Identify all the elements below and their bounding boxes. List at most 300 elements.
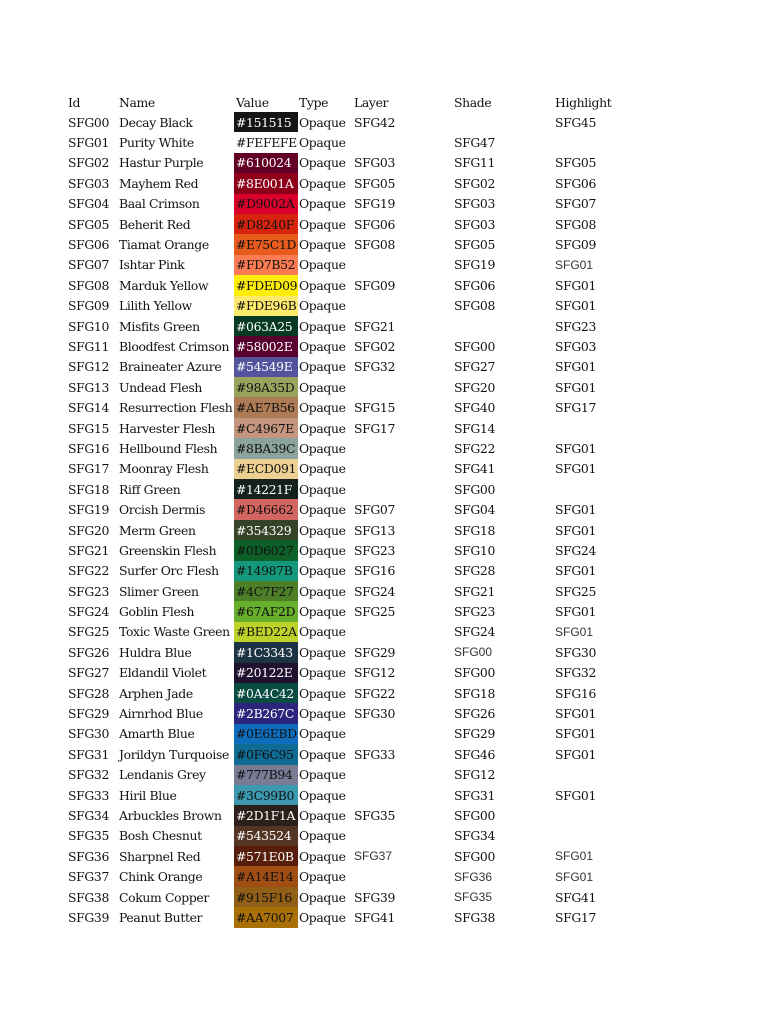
- row-shade: SFG34: [454, 828, 496, 844]
- row-id: SFG06: [68, 237, 110, 253]
- row-layer: SFG05: [354, 175, 396, 191]
- table-row: [66, 377, 626, 397]
- table-row: [66, 765, 626, 785]
- row-layer: SFG33: [354, 746, 396, 762]
- row-highlight: SFG08: [555, 216, 597, 232]
- row-value-swatch: #BED22A: [234, 622, 298, 642]
- row-highlight: SFG01: [555, 379, 597, 395]
- row-name: Huldra Blue: [119, 644, 192, 660]
- row-highlight: SFG01: [555, 277, 597, 293]
- row-highlight: SFG01: [555, 869, 594, 884]
- table-row: [66, 112, 626, 132]
- row-value-swatch: #AA7007: [234, 907, 298, 927]
- row-type: Opaque: [299, 114, 346, 130]
- row-type: Opaque: [299, 481, 346, 497]
- table-row: [66, 561, 626, 581]
- row-highlight: SFG07: [555, 196, 597, 212]
- header-row: [66, 92, 626, 112]
- row-type: Opaque: [299, 624, 346, 640]
- row-type: Opaque: [299, 869, 346, 885]
- row-id: SFG15: [68, 420, 110, 436]
- row-name: Resurrection Flesh: [119, 400, 233, 416]
- row-layer: SFG19: [354, 196, 396, 212]
- table-row: [66, 438, 626, 458]
- row-id: SFG02: [68, 155, 110, 171]
- row-highlight: SFG01: [555, 502, 597, 518]
- table-body: [66, 112, 626, 928]
- row-name: Airnrhod Blue: [119, 706, 203, 722]
- row-highlight: SFG01: [555, 604, 597, 620]
- table-row: [66, 581, 626, 601]
- row-value-swatch: #A14E14: [234, 866, 298, 886]
- row-type: Opaque: [299, 440, 346, 456]
- header-layer: Layer: [354, 94, 389, 110]
- row-name: Beherit Red: [119, 216, 191, 232]
- row-type: Opaque: [299, 196, 346, 212]
- row-highlight: SFG17: [555, 909, 597, 925]
- row-layer: SFG39: [354, 889, 396, 905]
- row-value-swatch: #543524: [234, 826, 298, 846]
- row-id: SFG33: [68, 787, 110, 803]
- table-row: [66, 601, 626, 621]
- table-row: [66, 255, 626, 275]
- row-value-swatch: #54549E: [234, 357, 298, 377]
- row-layer: SFG29: [354, 644, 396, 660]
- row-shade: SFG41: [454, 461, 496, 477]
- row-highlight: SFG01: [555, 624, 594, 639]
- row-shade: SFG04: [454, 502, 496, 518]
- row-id: SFG25: [68, 624, 110, 640]
- color-table: [66, 92, 626, 928]
- row-layer: SFG22: [354, 685, 396, 701]
- row-type: Opaque: [299, 257, 346, 273]
- row-type: Opaque: [299, 706, 346, 722]
- row-id: SFG38: [68, 889, 110, 905]
- row-type: Opaque: [299, 277, 346, 293]
- row-shade: SFG03: [454, 196, 496, 212]
- row-name: Bosh Chesnut: [119, 828, 202, 844]
- row-shade: SFG00: [454, 338, 496, 354]
- row-name: Braineater Azure: [119, 359, 222, 375]
- row-name: Marduk Yellow: [119, 277, 209, 293]
- table-row: [66, 785, 626, 805]
- row-value-swatch: #14987B: [234, 561, 298, 581]
- row-type: Opaque: [299, 379, 346, 395]
- row-highlight: SFG16: [555, 685, 597, 701]
- row-layer: SFG08: [354, 237, 396, 253]
- row-type: Opaque: [299, 175, 346, 191]
- row-type: Opaque: [299, 420, 346, 436]
- row-highlight: SFG01: [555, 257, 594, 272]
- row-id: SFG21: [68, 542, 110, 558]
- row-layer: SFG13: [354, 522, 396, 538]
- row-name: Hastur Purple: [119, 155, 204, 171]
- row-shade: SFG00: [454, 848, 496, 864]
- row-id: SFG27: [68, 665, 110, 681]
- row-shade: SFG14: [454, 420, 496, 436]
- row-type: Opaque: [299, 522, 346, 538]
- row-value-swatch: #D9002A: [234, 194, 298, 214]
- table-row: [66, 907, 626, 927]
- row-type: Opaque: [299, 848, 346, 864]
- row-highlight: SFG32: [555, 665, 597, 681]
- row-id: SFG18: [68, 481, 110, 497]
- row-id: SFG20: [68, 522, 110, 538]
- row-value-swatch: #2D1F1A: [234, 805, 298, 825]
- row-shade: SFG10: [454, 542, 496, 558]
- row-shade: SFG26: [454, 706, 496, 722]
- table-row: [66, 887, 626, 907]
- row-shade: SFG06: [454, 277, 496, 293]
- row-id: SFG24: [68, 604, 110, 620]
- row-highlight: SFG01: [555, 522, 597, 538]
- row-shade: SFG00: [454, 645, 493, 660]
- row-layer: SFG02: [354, 338, 396, 354]
- table-row: [66, 866, 626, 886]
- row-id: SFG16: [68, 440, 110, 456]
- row-id: SFG12: [68, 359, 110, 375]
- row-type: Opaque: [299, 889, 346, 905]
- row-type: Opaque: [299, 155, 346, 171]
- row-name: Bloodfest Crimson: [119, 338, 230, 354]
- row-shade: SFG29: [454, 726, 496, 742]
- row-shade: SFG22: [454, 440, 496, 456]
- table-row: [66, 846, 626, 866]
- table-row: [66, 459, 626, 479]
- row-highlight: SFG05: [555, 155, 597, 171]
- row-shade: SFG20: [454, 379, 496, 395]
- row-shade: SFG27: [454, 359, 496, 375]
- row-layer: SFG37: [354, 849, 393, 864]
- row-layer: SFG24: [354, 583, 396, 599]
- row-type: Opaque: [299, 787, 346, 803]
- row-type: Opaque: [299, 665, 346, 681]
- row-layer: SFG16: [354, 563, 396, 579]
- row-name: Lendanis Grey: [119, 767, 206, 783]
- row-value-swatch: #0D6027: [234, 540, 298, 560]
- row-name: Slimer Green: [119, 583, 199, 599]
- row-shade: SFG00: [454, 807, 496, 823]
- row-type: Opaque: [299, 909, 346, 925]
- table-row: [66, 336, 626, 356]
- row-id: SFG04: [68, 196, 110, 212]
- row-name: Sharpnel Red: [119, 848, 201, 864]
- table-row: [66, 275, 626, 295]
- table-row: [66, 703, 626, 723]
- row-value-swatch: #E75C1D: [234, 234, 298, 254]
- table-row: [66, 173, 626, 193]
- row-highlight: SFG01: [555, 746, 597, 762]
- row-value-swatch: #354329: [234, 520, 298, 540]
- row-type: Opaque: [299, 767, 346, 783]
- row-name: Cokum Copper: [119, 889, 209, 905]
- row-id: SFG39: [68, 909, 110, 925]
- row-name: Peanut Butter: [119, 909, 203, 925]
- table-row: [66, 214, 626, 234]
- row-highlight: SFG01: [555, 706, 597, 722]
- row-id: SFG08: [68, 277, 110, 293]
- row-name: Mayhem Red: [119, 175, 199, 191]
- row-highlight: SFG30: [555, 644, 597, 660]
- table-row: [66, 153, 626, 173]
- row-type: Opaque: [299, 828, 346, 844]
- row-highlight: SFG45: [555, 114, 597, 130]
- row-shade: SFG19: [454, 257, 496, 273]
- row-highlight: SFG01: [555, 787, 597, 803]
- table-row: [66, 194, 626, 214]
- row-name: Decay Black: [119, 114, 193, 130]
- row-type: Opaque: [299, 461, 346, 477]
- row-type: Opaque: [299, 807, 346, 823]
- row-value-swatch: #67AF2D: [234, 601, 298, 621]
- row-id: SFG07: [68, 257, 110, 273]
- row-value-swatch: #AE7B56: [234, 397, 298, 417]
- row-value-swatch: #0F6C95: [234, 744, 298, 764]
- table-row: [66, 479, 626, 499]
- row-layer: SFG25: [354, 604, 396, 620]
- row-shade: SFG00: [454, 665, 496, 681]
- row-highlight: SFG01: [555, 726, 597, 742]
- row-type: Opaque: [299, 726, 346, 742]
- row-type: Opaque: [299, 400, 346, 416]
- row-shade: SFG47: [454, 135, 496, 151]
- row-value-swatch: #610024: [234, 153, 298, 173]
- row-name: Hiril Blue: [119, 787, 177, 803]
- row-highlight: SFG01: [555, 849, 594, 864]
- row-value-swatch: #FDED09: [234, 275, 298, 295]
- row-shade: SFG28: [454, 563, 496, 579]
- row-name: Amarth Blue: [119, 726, 195, 742]
- row-type: Opaque: [299, 237, 346, 253]
- row-highlight: SFG09: [555, 237, 597, 253]
- row-id: SFG14: [68, 400, 110, 416]
- row-value-swatch: #777B94: [234, 765, 298, 785]
- header-name: Name: [119, 94, 155, 110]
- row-name: Hellbound Flesh: [119, 440, 218, 456]
- row-id: SFG22: [68, 563, 110, 579]
- row-type: Opaque: [299, 746, 346, 762]
- row-type: Opaque: [299, 604, 346, 620]
- row-shade: SFG03: [454, 216, 496, 232]
- row-layer: SFG06: [354, 216, 396, 232]
- row-shade: SFG18: [454, 685, 496, 701]
- header-type: Type: [299, 94, 329, 110]
- table-row: [66, 234, 626, 254]
- row-value-swatch: #0A4C42: [234, 683, 298, 703]
- row-id: SFG10: [68, 318, 110, 334]
- row-type: Opaque: [299, 583, 346, 599]
- row-id: SFG19: [68, 502, 110, 518]
- row-shade: SFG00: [454, 481, 496, 497]
- row-shade: SFG11: [454, 155, 496, 171]
- row-name: Surfer Orc Flesh: [119, 563, 219, 579]
- row-highlight: SFG24: [555, 542, 597, 558]
- row-id: SFG05: [68, 216, 110, 232]
- row-layer: SFG42: [354, 114, 396, 130]
- row-value-swatch: #1C3343: [234, 642, 298, 662]
- row-layer: SFG15: [354, 400, 396, 416]
- header-value: Value: [236, 94, 269, 110]
- row-value-swatch: #58002E: [234, 336, 298, 356]
- row-shade: SFG12: [454, 767, 496, 783]
- row-name: Orcish Dermis: [119, 502, 205, 518]
- row-value-swatch: #151515: [234, 112, 298, 132]
- table-row: [66, 418, 626, 438]
- row-id: SFG37: [68, 869, 110, 885]
- row-shade: SFG40: [454, 400, 496, 416]
- row-value-swatch: #0E6EBD: [234, 724, 298, 744]
- row-highlight: SFG17: [555, 400, 597, 416]
- row-name: Harvester Flesh: [119, 420, 215, 436]
- row-layer: SFG09: [354, 277, 396, 293]
- row-value-swatch: #FD7B52: [234, 255, 298, 275]
- row-value-swatch: #8E001A: [234, 173, 298, 193]
- row-layer: SFG21: [354, 318, 396, 334]
- table-row: [66, 397, 626, 417]
- row-layer: SFG30: [354, 706, 396, 722]
- row-id: SFG35: [68, 828, 110, 844]
- row-name: Arbuckles Brown: [119, 807, 222, 823]
- table-row: [66, 663, 626, 683]
- row-highlight: SFG01: [555, 440, 597, 456]
- row-name: Greenskin Flesh: [119, 542, 217, 558]
- table-row: [66, 622, 626, 642]
- row-name: Goblin Flesh: [119, 604, 195, 620]
- row-name: Tiamat Orange: [119, 237, 209, 253]
- row-highlight: SFG01: [555, 359, 597, 375]
- row-type: Opaque: [299, 338, 346, 354]
- row-layer: SFG17: [354, 420, 396, 436]
- row-value-swatch: #063A25: [234, 316, 298, 336]
- table-row: [66, 826, 626, 846]
- row-value-swatch: #C4967E: [234, 418, 298, 438]
- row-layer: SFG03: [354, 155, 396, 171]
- table-row: [66, 642, 626, 662]
- row-highlight: SFG41: [555, 889, 597, 905]
- row-name: Misfits Green: [119, 318, 200, 334]
- row-id: SFG11: [68, 338, 110, 354]
- row-value-swatch: #3C99B0: [234, 785, 298, 805]
- table-row: [66, 499, 626, 519]
- row-value-swatch: #14221F: [234, 479, 298, 499]
- row-layer: SFG35: [354, 807, 396, 823]
- table-row: [66, 316, 626, 336]
- row-value-swatch: #4C7F27: [234, 581, 298, 601]
- row-value-swatch: #D8240F: [234, 214, 298, 234]
- table-row: [66, 744, 626, 764]
- row-value-swatch: #FEFEFE: [234, 132, 298, 152]
- row-layer: SFG32: [354, 359, 396, 375]
- row-id: SFG26: [68, 644, 110, 660]
- table-row: [66, 724, 626, 744]
- row-type: Opaque: [299, 359, 346, 375]
- row-value-swatch: #2B267C: [234, 703, 298, 723]
- row-value-swatch: #915F16: [234, 887, 298, 907]
- row-name: Eldandil Violet: [119, 665, 207, 681]
- row-name: Arphen Jade: [119, 685, 193, 701]
- row-value-swatch: #20122E: [234, 663, 298, 683]
- row-layer: SFG23: [354, 542, 396, 558]
- row-id: SFG00: [68, 114, 110, 130]
- table-row: [66, 540, 626, 560]
- row-shade: SFG31: [454, 787, 496, 803]
- row-layer: SFG41: [354, 909, 396, 925]
- row-type: Opaque: [299, 685, 346, 701]
- row-type: Opaque: [299, 318, 346, 334]
- row-type: Opaque: [299, 644, 346, 660]
- table-row: [66, 520, 626, 540]
- header-id: Id: [68, 94, 81, 110]
- row-highlight: SFG03: [555, 338, 597, 354]
- row-shade: SFG36: [454, 869, 493, 884]
- row-id: SFG30: [68, 726, 110, 742]
- table-row: [66, 683, 626, 703]
- row-name: Moonray Flesh: [119, 461, 209, 477]
- row-name: Jorildyn Turquoise: [119, 746, 230, 762]
- table-row: [66, 132, 626, 152]
- row-shade: SFG46: [454, 746, 496, 762]
- row-id: SFG28: [68, 685, 110, 701]
- row-shade: SFG18: [454, 522, 496, 538]
- row-shade: SFG35: [454, 890, 493, 905]
- row-value-swatch: #571E0B: [234, 846, 298, 866]
- row-value-swatch: #FDE96B: [234, 296, 298, 316]
- row-id: SFG03: [68, 175, 110, 191]
- row-highlight: SFG01: [555, 298, 597, 314]
- row-shade: SFG08: [454, 298, 496, 314]
- row-shade: SFG24: [454, 624, 496, 640]
- row-type: Opaque: [299, 298, 346, 314]
- row-highlight: SFG23: [555, 318, 597, 334]
- row-shade: SFG38: [454, 909, 496, 925]
- row-name: Ishtar Pink: [119, 257, 185, 273]
- row-name: Lilith Yellow: [119, 298, 192, 314]
- row-name: Baal Crimson: [119, 196, 200, 212]
- row-value-swatch: #8BA39C: [234, 438, 298, 458]
- row-id: SFG34: [68, 807, 110, 823]
- row-id: SFG09: [68, 298, 110, 314]
- row-type: Opaque: [299, 135, 346, 151]
- row-name: Undead Flesh: [119, 379, 202, 395]
- row-id: SFG31: [68, 746, 110, 762]
- row-id: SFG32: [68, 767, 110, 783]
- row-value-swatch: #D46662: [234, 499, 298, 519]
- row-highlight: SFG01: [555, 461, 597, 477]
- row-type: Opaque: [299, 542, 346, 558]
- row-id: SFG36: [68, 848, 110, 864]
- table-row: [66, 357, 626, 377]
- row-highlight: SFG01: [555, 563, 597, 579]
- row-layer: SFG12: [354, 665, 396, 681]
- header-highlight: Highlight: [555, 94, 612, 110]
- table-row: [66, 805, 626, 825]
- row-layer: SFG07: [354, 502, 396, 518]
- row-name: Toxic Waste Green: [119, 624, 230, 640]
- table-row: [66, 296, 626, 316]
- row-shade: SFG21: [454, 583, 496, 599]
- row-shade: SFG02: [454, 175, 496, 191]
- row-name: Chink Orange: [119, 869, 203, 885]
- row-name: Purity White: [119, 135, 194, 151]
- row-type: Opaque: [299, 502, 346, 518]
- row-id: SFG13: [68, 379, 110, 395]
- row-name: Merm Green: [119, 522, 196, 538]
- row-shade: SFG05: [454, 237, 496, 253]
- row-id: SFG01: [68, 135, 110, 151]
- row-shade: SFG23: [454, 604, 496, 620]
- row-highlight: SFG25: [555, 583, 597, 599]
- row-highlight: SFG06: [555, 175, 597, 191]
